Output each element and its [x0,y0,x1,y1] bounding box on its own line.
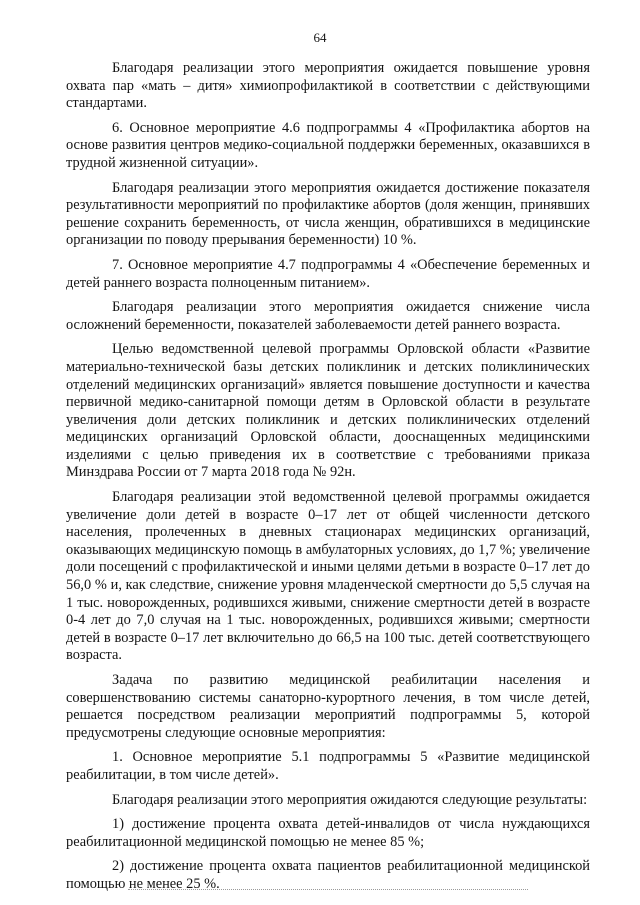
paragraph: Благодаря реализации этой ведомственной целевой программы ожидается увеличение доли детей в возрасте 0–17 лет от общей численности детского населения, пролеченных в дневных стационарах медицинских организаций, оказывающих медицинскую помощь в амбулаторных условиях, до 1,7 %; увеличение доли посещений с профилактической и иными целями детьми в возрасте 0–17 лет до 56,0 % и, как следствие, снижение уровня младенческой смертности до 5,5 случая на 1 тыс. новорожденных, родившихся живыми, снижение смертности детей в возрасте 0-4 лет до 7,0 случая на 1 тыс. новорожденных, родившихся живыми; смертности детей в возрасте 0–17 лет включительно до 66,5 на 100 тыс. детей соответствующего возраста. [66,489,590,664]
paragraph: 1) достижение процента охвата детей-инвалидов от числа нуждающихся реабилитационной медицинской помощью не менее 85 %; [66,816,590,850]
paragraph: Целью ведомственной целевой программы Орловской области «Развитие материально-технической базы детских поликлиник и детских поликлинических отделений медицинских организаций» является повышение доступности и качества первичной медико-санитарной помощи детям в Орловской области в результате увеличения доли детских поликлиник и детских поликлинических отделений медицинских организаций Орловской области, дооснащенных медицинскими изделиями с целью приведения их в соответствие с требованиями приказа Минздрава России от 7 марта 2018 года № 92н. [66,341,590,481]
paragraph: 1. Основное мероприятие 5.1 подпрограммы 5 «Развитие медицинской реабилитации, в том числе детей». [66,749,590,783]
page-number: 64 [313,30,327,45]
footer-divider [128,889,528,890]
paragraph: Задача по развитию медицинской реабилитации населения и совершенствованию системы санаторно-курортного лечения, в том числе детей, решается посредством реализации мероприятий подпрограммы 5, которой предусмотрены следующие основные мероприятия: [66,672,590,741]
paragraph: Благодаря реализации этого мероприятия ожидаются следующие результаты: [112,791,588,808]
paragraph: 2) достижение процента охвата пациентов реабилитационной медицинской помощью не менее 25 %. [66,858,590,892]
paragraph: Благодаря реализации этого мероприятия ожидается повышение уровня охвата пар «мать – дитя» химиопрофилактикой в соответствии с действующими стандартами. [66,60,590,112]
paragraph: Благодаря реализации этого мероприятия ожидается достижение показателя результативности мероприятий по профилактике абортов (доля женщин, принявших решение сохранить беременность, от числа женщин, обратившихся в медицинские организации по поводу прерывания беременности) 10 %. [66,179,590,249]
paragraph: Благодаря реализации этого мероприятия ожидается снижение числа осложнений беременности, показателей заболеваемости детей раннего возраста. [66,299,590,333]
paragraph: 6. Основное мероприятие 4.6 подпрограммы 4 «Профилактика абортов на основе развития центров медико-социальной поддержки беременных, оказавшихся в трудной жизненной ситуации». [66,119,590,171]
document-body [66,60,590,901]
paragraph: 7. Основное мероприятие 4.7 подпрограммы 4 «Обеспечение беременных и детей раннего возраста полноценным питанием». [66,256,590,291]
